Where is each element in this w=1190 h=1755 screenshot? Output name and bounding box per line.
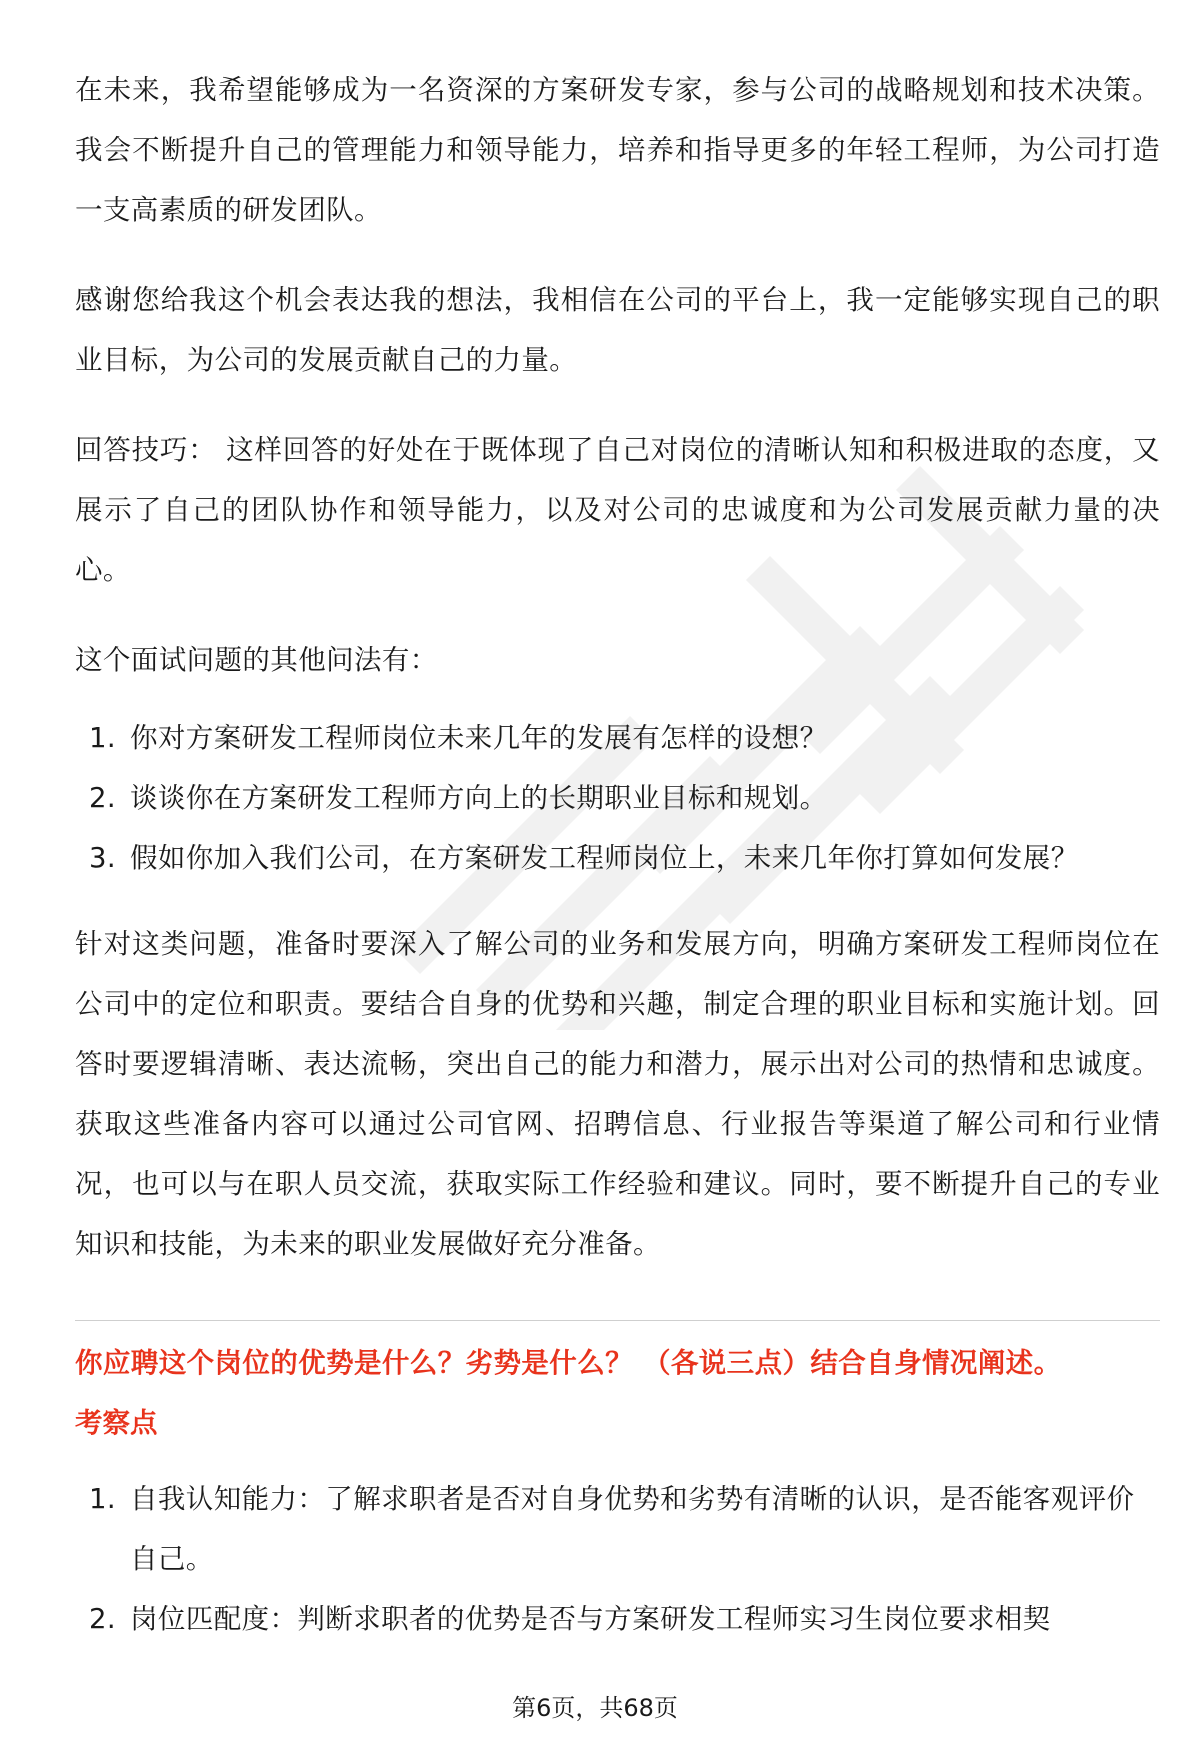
list-number: 3. xyxy=(89,842,117,874)
section-divider xyxy=(75,1320,1160,1321)
paragraph-alt-questions-intro: 这个面试问题的其他问法有： xyxy=(75,644,438,676)
list-item xyxy=(75,1589,1160,1649)
paragraph-preparation-advice: 针对这类问题，准备时要深入了解公司的业务和发展方向，明确方案研发工程师岗位在公司中的定位和职责。要结合自身的优势和兴趣，制定合理的职业目标和实施计划。回答时要逻辑清晰、表达流畅，突出自己的能力和潜力，展示出对公司的热情和忠诚度。获取这些准备内容可以通过公司官网、招聘信息、行业报告等渠道了解公司和行业情况，也可以与在职人员交流，获取实际工作经验和建议。同时，要不断提升自己的专业知识和技能，为未来的职业发展做好充分准备。 xyxy=(75,928,1160,1260)
list-number: 1. xyxy=(89,1483,117,1515)
list-item xyxy=(75,708,1160,768)
list-item xyxy=(75,768,1160,828)
list-item xyxy=(75,828,1160,888)
list-number: 2. xyxy=(89,1603,117,1635)
list-item xyxy=(75,1469,1160,1589)
question-heading: 你应聘这个岗位的优势是什么？劣势是什么？ （各说三点）结合自身情况阐述。 xyxy=(75,1347,1062,1379)
list-item-text: 你对方案研发工程师岗位未来几年的发展有怎样的设想？ xyxy=(130,722,828,754)
list-item-text: 自我认知能力：了解求职者是否对自身优势和劣势有清晰的认识，是否能客观评价自己。 xyxy=(130,1483,1135,1575)
page-content xyxy=(75,60,1160,1675)
paragraph-answer-tips: 回答技巧： 这样回答的好处在于既体现了自己对岗位的清晰认知和积极进取的态度，又展示了自己的团队协作和领导能力，以及对公司的忠诚度和为公司发展贡献力量的决心。 xyxy=(75,434,1160,586)
list-number: 2. xyxy=(89,782,117,814)
list-item-text: 谈谈你在方案研发工程师方向上的长期职业目标和规划。 xyxy=(130,782,828,814)
paragraph-future-goal: 在未来，我希望能够成为一名资深的方案研发专家，参与公司的战略规划和技术决策。我会不断提升自己的管理能力和领导能力，培养和指导更多的年轻工程师，为公司打造一支高素质的研发团队。 xyxy=(75,74,1160,226)
list-item-text: 岗位匹配度：判断求职者的优势是否与方案研发工程师实习生岗位要求相契 xyxy=(130,1603,1051,1635)
list-number: 1. xyxy=(89,722,117,754)
alt-questions-list xyxy=(75,708,1160,888)
list-item-text: 假如你加入我们公司，在方案研发工程师岗位上，未来几年你打算如何发展？ xyxy=(130,842,1079,874)
page-footer: 第6页，共68页 xyxy=(512,1694,678,1722)
paragraph-thanks: 感谢您给我这个机会表达我的想法，我相信在公司的平台上，我一定能够实现自己的职业目标，为公司的发展贡献自己的力量。 xyxy=(75,284,1160,376)
assessment-points-heading: 考察点 xyxy=(75,1407,158,1439)
assessment-points-list xyxy=(75,1469,1160,1649)
